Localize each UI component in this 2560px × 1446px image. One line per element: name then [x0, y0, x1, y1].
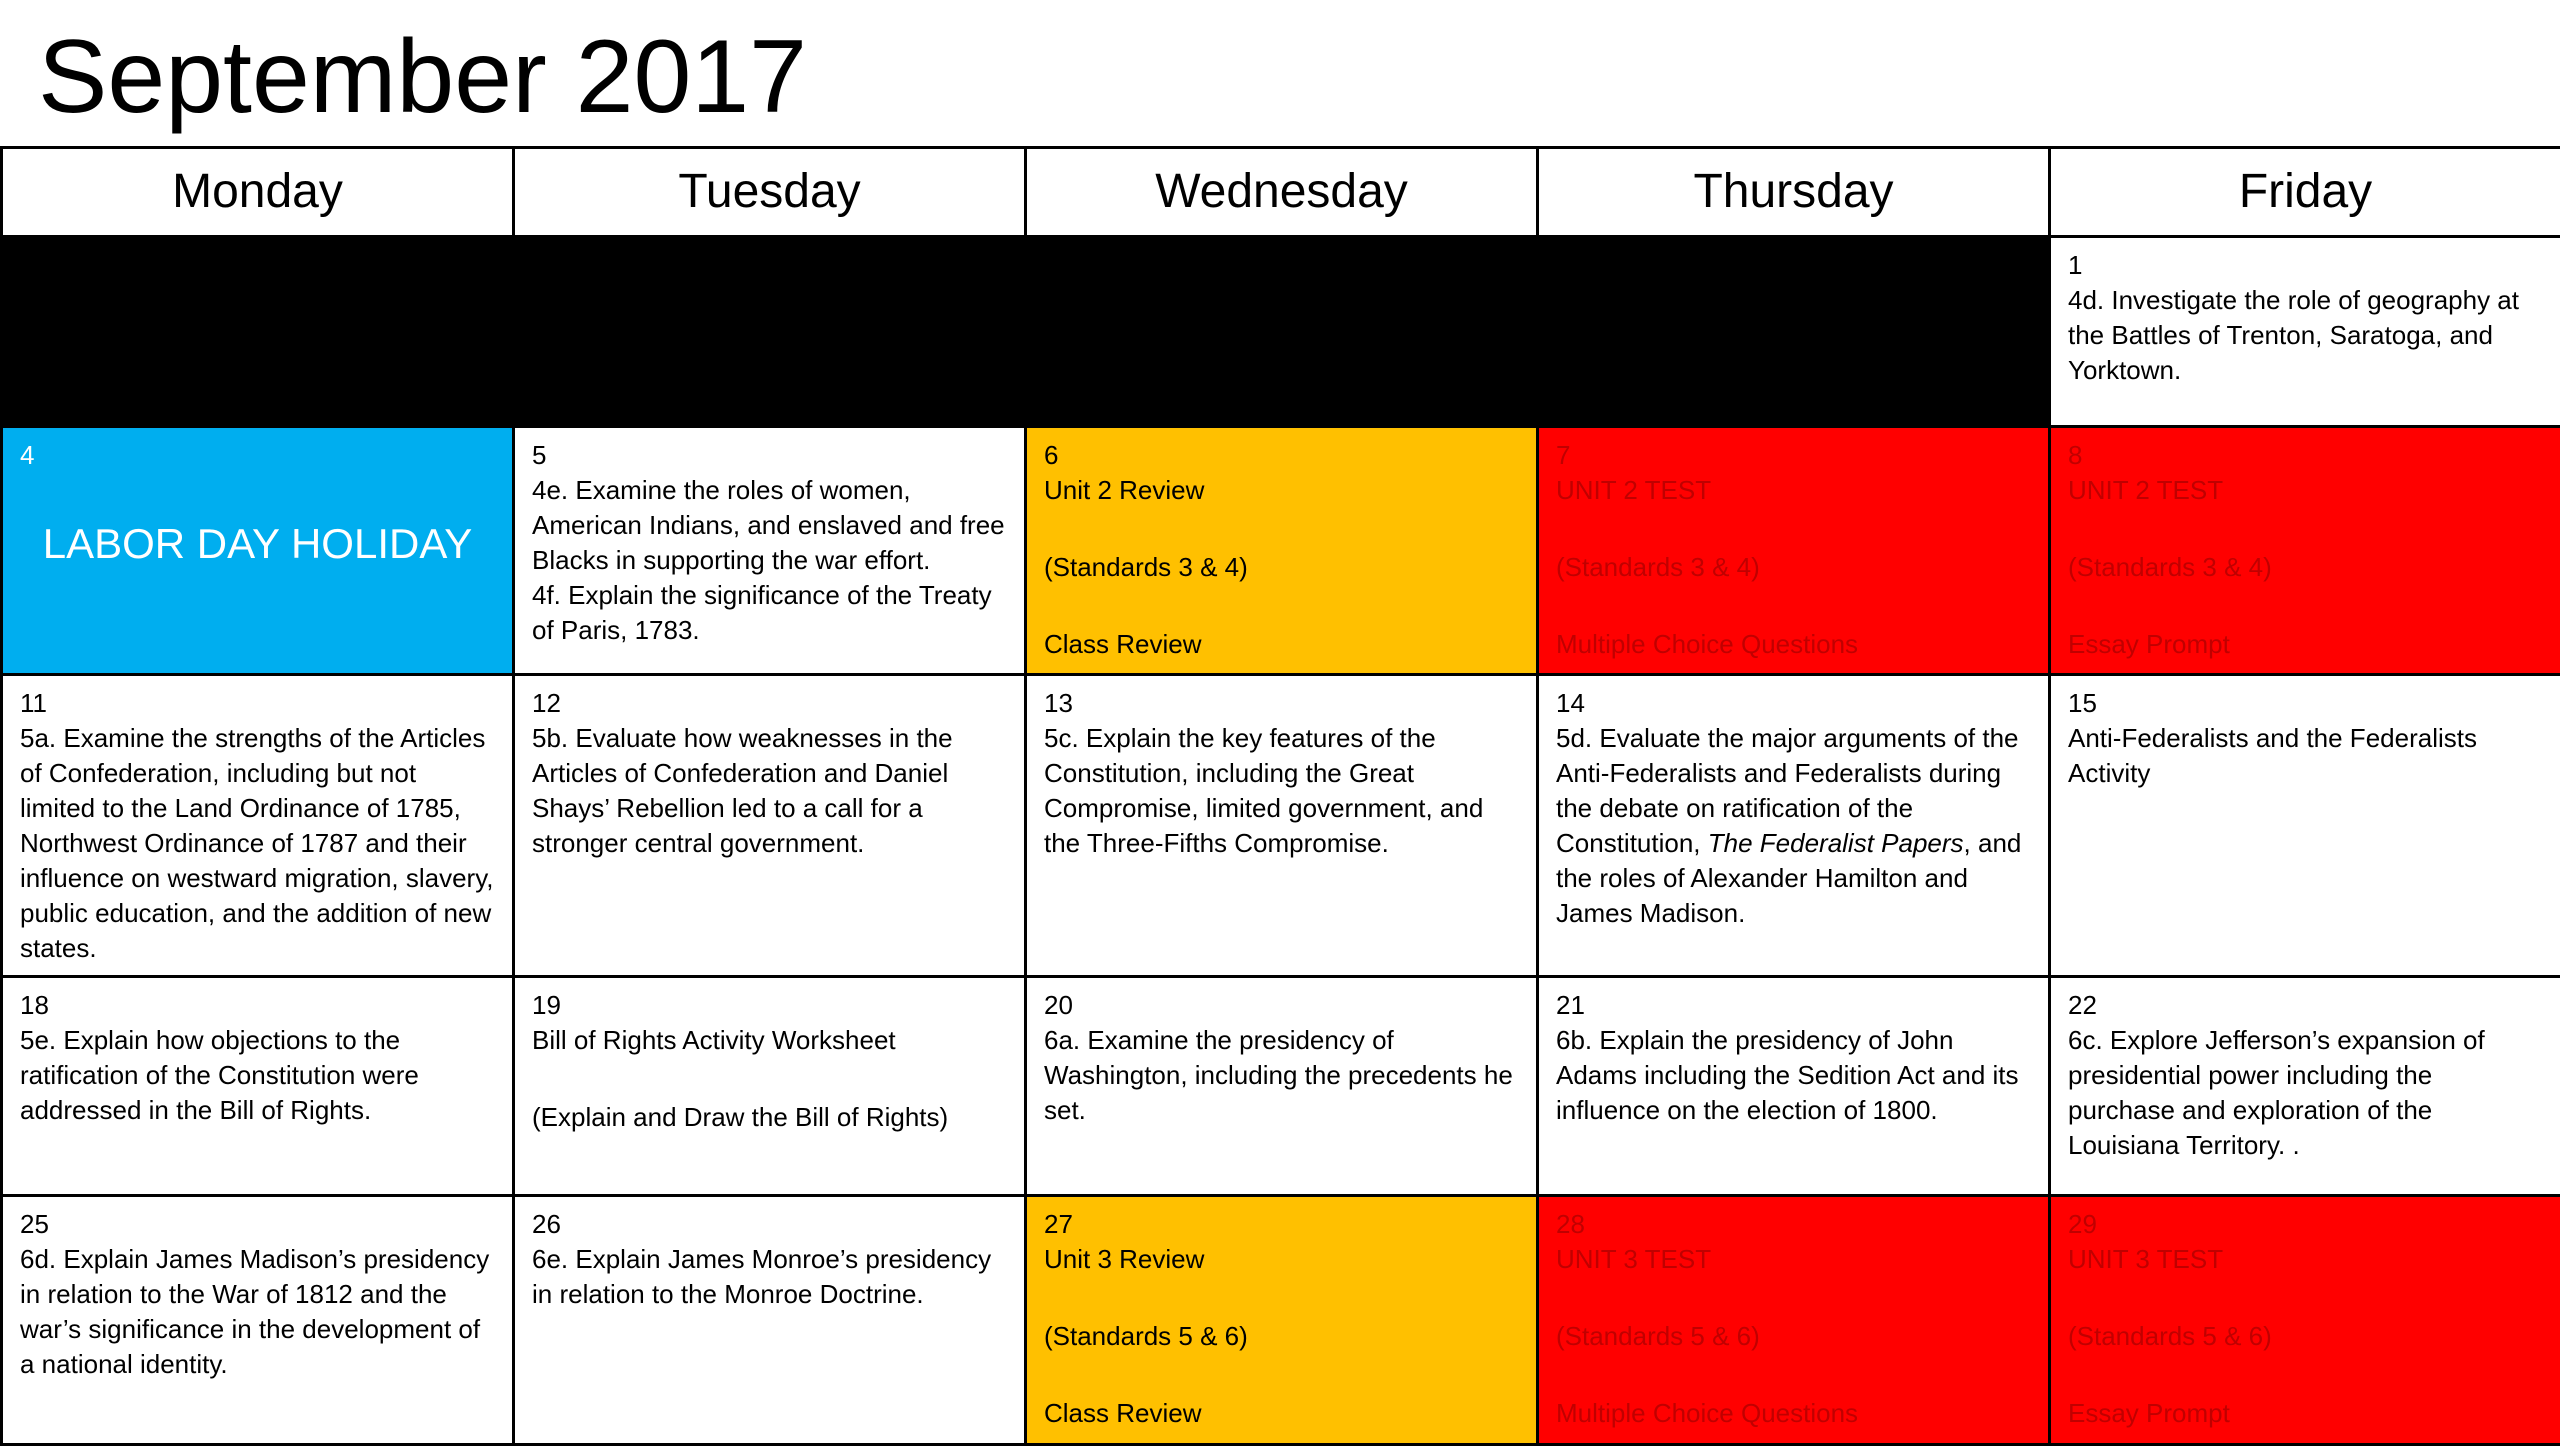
- day-description: 6b. Explain the presidency of John Adams including the Sedition Act and its influence on the election of 1800.: [1556, 1023, 2031, 1128]
- standards-label: (Standards 5 & 6): [1556, 1319, 2031, 1354]
- empty-cell: [1026, 237, 1538, 427]
- empty-cell: [514, 237, 1026, 427]
- day-number: 19: [532, 988, 1007, 1023]
- day-cell[interactable]: [2050, 675, 2560, 977]
- day-number: 12: [532, 686, 1007, 721]
- standards-label: (Standards 5 & 6): [1044, 1319, 1519, 1354]
- day-description: 5b. Evaluate how weaknesses in the Articles of Confederation and Daniel Shays’ Rebellion led to a call for a stronger central government.: [532, 721, 1007, 861]
- header-wednesday: Wednesday: [1026, 148, 1538, 237]
- day-cell[interactable]: [514, 427, 1026, 675]
- day-number: 14: [1556, 686, 2031, 721]
- day-number: 21: [1556, 988, 2031, 1023]
- test-title: UNIT 2 TEST: [2068, 473, 2543, 508]
- header-thursday: Thursday: [1538, 148, 2050, 237]
- day-description: Anti-Federalists and the Federalists Activity: [2068, 721, 2543, 791]
- week-row: [2, 427, 2560, 675]
- page-title: September 2017: [38, 12, 807, 142]
- standards-label: (Standards 3 & 4): [1044, 550, 1519, 585]
- day-number: 6: [1044, 438, 1519, 473]
- day-cell[interactable]: [514, 977, 1026, 1196]
- day-number: 7: [1556, 438, 2031, 473]
- review-title: Unit 3 Review: [1044, 1242, 1519, 1277]
- day-number: 28: [1556, 1207, 2031, 1242]
- day-description: (Explain and Draw the Bill of Rights): [532, 1100, 1007, 1135]
- test-cell[interactable]: [1538, 427, 2050, 675]
- week-row: [2, 977, 2560, 1196]
- review-cell[interactable]: [1026, 1196, 1538, 1445]
- review-title: Unit 2 Review: [1044, 473, 1519, 508]
- day-number: 29: [2068, 1207, 2543, 1242]
- activity-note: Class Review: [1044, 627, 1519, 662]
- day-number: 15: [2068, 686, 2543, 721]
- day-number: 18: [20, 988, 495, 1023]
- day-cell[interactable]: [2, 1196, 514, 1445]
- holiday-label: LABOR DAY HOLIDAY: [20, 519, 495, 569]
- day-cell[interactable]: [2050, 977, 2560, 1196]
- day-number: 8: [2068, 438, 2543, 473]
- day-description: 6c. Explore Jefferson’s expansion of presidential power including the purchase and exploration of the Louisiana Territory. .: [2068, 1023, 2543, 1163]
- test-title: UNIT 2 TEST: [1556, 473, 2031, 508]
- day-description: 5a. Examine the strengths of the Articles of Confederation, including but not limited to the Land Ordinance of 1785, Northwest Ordinance of 1787 and their influence on westward migration, slavery, public education, and the addition of new states.: [20, 721, 495, 966]
- empty-cell: [2, 237, 514, 427]
- week-row: [2, 1196, 2560, 1445]
- standards-label: (Standards 3 & 4): [2068, 550, 2543, 585]
- test-title: UNIT 3 TEST: [1556, 1242, 2031, 1277]
- day-cell[interactable]: [1026, 675, 1538, 977]
- day-cell[interactable]: [1538, 977, 2050, 1196]
- day-number: 13: [1044, 686, 1519, 721]
- book-title: The Federalist Papers: [1708, 828, 1964, 858]
- day-description: Bill of Rights Activity Worksheet: [532, 1023, 1007, 1058]
- day-description: 6a. Examine the presidency of Washington, including the precedents he set.: [1044, 1023, 1519, 1128]
- header-monday: Monday: [2, 148, 514, 237]
- day-cell[interactable]: [1026, 977, 1538, 1196]
- day-number: 1: [2068, 248, 2543, 283]
- activity-note: Class Review: [1044, 1396, 1519, 1431]
- test-title: UNIT 3 TEST: [2068, 1242, 2543, 1277]
- standards-label: (Standards 3 & 4): [1556, 550, 2031, 585]
- day-cell[interactable]: [2, 977, 514, 1196]
- day-description: 4f. Explain the significance of the Treaty of Paris, 1783.: [532, 578, 1007, 648]
- day-number: 22: [2068, 988, 2543, 1023]
- activity-note: Multiple Choice Questions: [1556, 627, 2031, 662]
- week-row: [2, 675, 2560, 977]
- description-part: 5d. Evaluate the major arguments of the Anti-Federalists and Federalists during the debate on ratification of the Constitution,: [1556, 723, 2019, 858]
- day-number: 27: [1044, 1207, 1519, 1242]
- day-number: 25: [20, 1207, 495, 1242]
- test-cell[interactable]: [2050, 427, 2560, 675]
- review-cell[interactable]: [1026, 427, 1538, 675]
- activity-note: Essay Prompt: [2068, 1396, 2543, 1431]
- day-cell[interactable]: [1538, 675, 2050, 977]
- test-cell[interactable]: [2050, 1196, 2560, 1445]
- week-row: [2, 237, 2560, 427]
- day-description: 4e. Examine the roles of women, American Indians, and enslaved and free Blacks in supporting the war effort.: [532, 473, 1007, 578]
- activity-note: Essay Prompt: [2068, 627, 2543, 662]
- day-description: [1556, 721, 2031, 931]
- holiday-cell[interactable]: [2, 427, 514, 675]
- standards-label: (Standards 5 & 6): [2068, 1319, 2543, 1354]
- header-friday: Friday: [2050, 148, 2560, 237]
- day-number: 11: [20, 686, 495, 721]
- day-number: 5: [532, 438, 1007, 473]
- day-number: 26: [532, 1207, 1007, 1242]
- day-cell[interactable]: [514, 675, 1026, 977]
- activity-note: Multiple Choice Questions: [1556, 1396, 2031, 1431]
- day-cell[interactable]: [2050, 237, 2560, 427]
- test-cell[interactable]: [1538, 1196, 2050, 1445]
- day-description: 6d. Explain James Madison’s presidency in relation to the War of 1812 and the war’s significance in the development of a national identity.: [20, 1242, 495, 1382]
- day-number: 4: [20, 438, 495, 473]
- day-description: 5c. Explain the key features of the Constitution, including the Great Compromise, limited government, and the Three-Fifths Compromise.: [1044, 721, 1519, 861]
- header-row: [2, 148, 2560, 237]
- day-description: 6e. Explain James Monroe’s presidency in relation to the Monroe Doctrine.: [532, 1242, 1007, 1312]
- day-description: 5e. Explain how objections to the ratification of the Constitution were addressed in the Bill of Rights.: [20, 1023, 495, 1128]
- day-description: 4d. Investigate the role of geography at the Battles of Trenton, Saratoga, and Yorktown.: [2068, 283, 2543, 388]
- header-tuesday: Tuesday: [514, 148, 1026, 237]
- calendar-grid: [0, 146, 2560, 1446]
- day-cell[interactable]: [2, 675, 514, 977]
- description-part: , and the roles of Alexander Hamilton and James Madison.: [1556, 828, 2021, 928]
- day-number: 20: [1044, 988, 1519, 1023]
- empty-cell: [1538, 237, 2050, 427]
- day-cell[interactable]: [514, 1196, 1026, 1445]
